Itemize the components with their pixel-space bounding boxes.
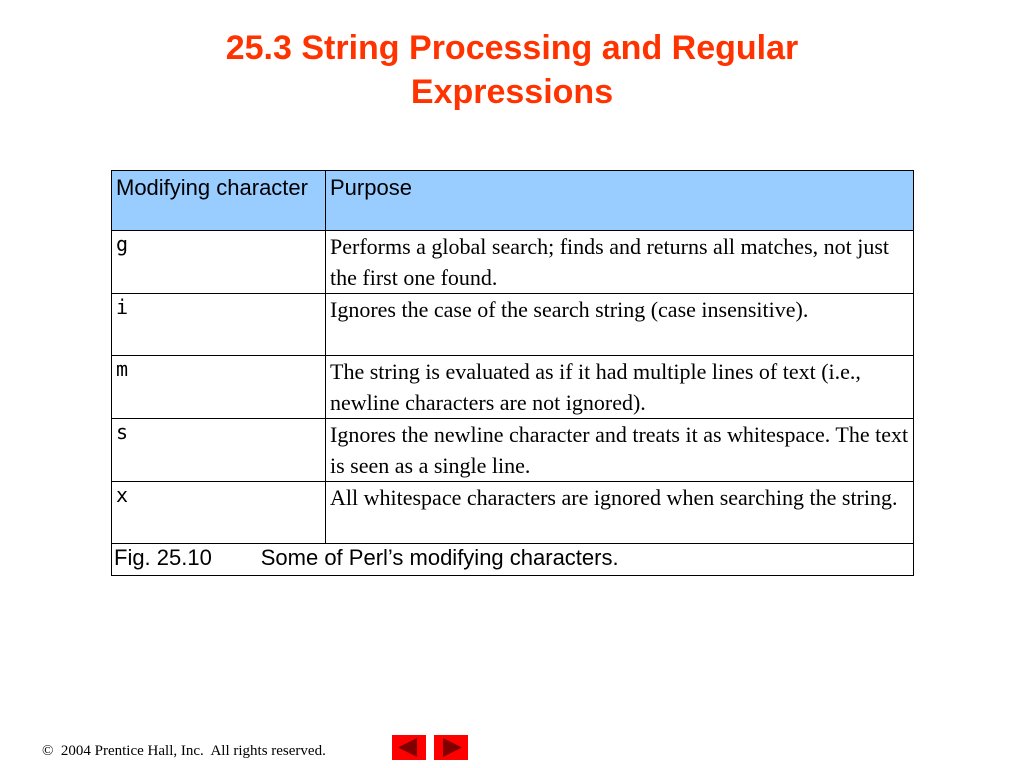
modifier-cell: i <box>112 294 326 356</box>
arrow-left-icon <box>392 735 426 760</box>
figure-caption: Fig. 25.10 Some of Perl’s modifying characters. <box>112 544 914 576</box>
header-purpose: Purpose <box>326 171 914 231</box>
copyright-notice: © 2004 Prentice Hall, Inc. All rights reserved. <box>42 743 326 759</box>
previous-slide-button[interactable] <box>392 735 426 760</box>
header-modifying-character: Modifying character <box>112 171 326 231</box>
modifier-cell: m <box>112 356 326 419</box>
table-row <box>112 419 914 482</box>
next-slide-button[interactable] <box>434 735 468 760</box>
modifier-cell: s <box>112 419 326 482</box>
table-row <box>112 231 914 294</box>
purpose-cell: All whitespace characters are ignored when searching the string. <box>326 482 914 544</box>
modifier-cell: g <box>112 231 326 294</box>
table-row <box>112 356 914 419</box>
slide-title <box>0 26 1024 114</box>
table-caption-row <box>112 544 914 576</box>
slide-title-line-1: 25.3 String Processing and Regular <box>225 29 799 67</box>
modifiers-table <box>111 170 914 576</box>
purpose-cell: Performs a global search; finds and returns all matches, not just the first one found. <box>326 231 914 294</box>
purpose-cell: Ignores the newline character and treats it as whitespace. The text is seen as a single line. <box>326 419 914 482</box>
table-row <box>112 294 914 356</box>
modifier-cell: x <box>112 482 326 544</box>
arrow-right-icon <box>434 735 468 760</box>
slide-title-line-2: Expressions <box>410 73 614 111</box>
table-row <box>112 482 914 544</box>
purpose-cell: Ignores the case of the search string (case insensitive). <box>326 294 914 356</box>
purpose-cell: The string is evaluated as if it had multiple lines of text (i.e., newline characters are not ignored). <box>326 356 914 419</box>
table-header-row <box>112 171 914 231</box>
